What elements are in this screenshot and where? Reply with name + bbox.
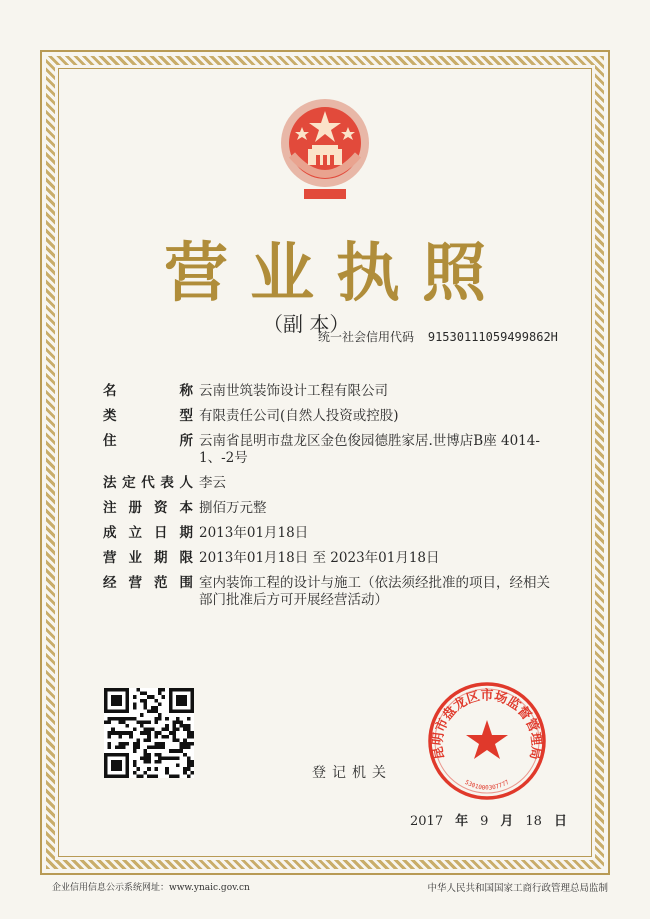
field-label-capital: 注 册 资 本 [103,500,193,516]
field-value-established: 2013年01月18日 [199,525,309,541]
field-row-type [103,408,563,425]
credit-code-row [318,328,558,345]
field-row-term [103,550,563,567]
official-seal-icon [426,680,548,802]
seal-text: 昆明市盘龙区市场监督管理局 [430,688,544,761]
field-value-name: 云南世筑装饰设计工程有限公司 [199,383,388,399]
field-label-address: 住 所 [103,433,193,449]
qr-code-icon [104,688,194,778]
field-value-term: 2013年01月18日 至 2023年01月18日 [199,550,440,566]
field-value-legal-rep: 李云 [199,475,226,491]
field-value-scope: 室内装饰工程的设计与施工（依法须经批准的项目，经相关部门批准后方可开展经营活动） [199,575,550,608]
field-row-legal-rep [103,475,563,492]
month-char: 月 [500,814,514,829]
field-label-established: 成 立 日 期 [103,525,193,541]
field-label-legal-rep: 法 定 代 表 人 [103,475,193,491]
field-value-address: 云南省昆明市盘龙区金色俊园德胜家居.世博店B座 4014-1、-2号 [199,433,540,466]
field-label-type: 类 型 [103,408,193,424]
field-label-name: 名 称 [103,383,193,399]
document-title: 营业执照 [164,236,508,311]
field-label-term: 营 业 期 限 [103,550,193,566]
year-char: 年 [455,814,469,829]
field-value-capital: 捌佰万元整 [199,500,267,516]
license-fields [103,383,563,617]
national-emblem-icon [272,93,378,205]
copy-label: （副 本） [263,312,350,336]
field-row-established [103,525,563,542]
footer-website: 企业信用信息公示系统网址：www.ynaic.gov.cn [52,883,250,893]
field-row-scope [103,575,563,609]
field-value-type: 有限责任公司(自然人投资或控股) [199,408,399,424]
credit-code-label: 统一社会信用代码 [318,330,415,344]
field-row-capital [103,500,563,517]
registration-authority: 登记机关 [312,765,392,781]
seal-number: 5301000307777 [463,778,511,792]
issue-day: 18 [525,814,542,829]
field-row-name [103,383,563,400]
day-char: 日 [553,814,567,829]
issue-year: 2017 [410,814,444,829]
footer-supervisor: 中华人民共和国国家工商行政管理总局监制 [427,883,608,894]
field-label-scope: 经 营 范 围 [103,575,193,591]
field-row-address [103,433,563,467]
credit-code-value: 91530111059499862H [427,330,558,344]
issue-date [410,810,579,829]
issue-month: 9 [480,814,489,829]
